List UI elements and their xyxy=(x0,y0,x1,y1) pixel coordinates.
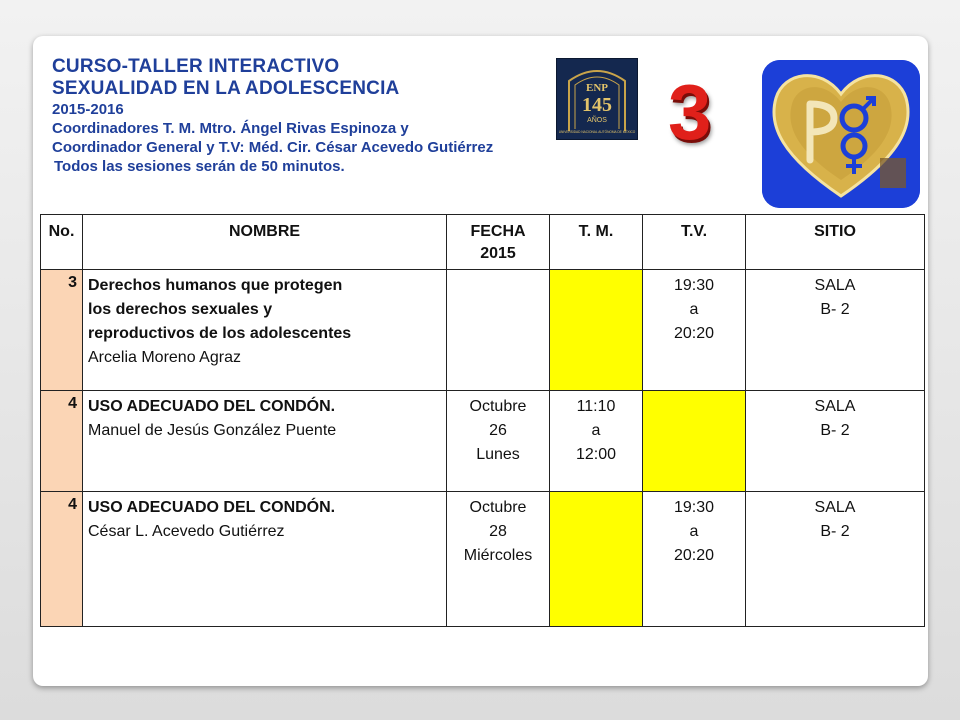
heart-sexuality-emblem-icon xyxy=(762,60,920,208)
header-tv: T.V. xyxy=(643,215,746,270)
session-title-line: reproductivos de los adolescentes xyxy=(88,325,352,342)
enp-caption: UNIVERSIDAD NACIONAL AUTÓNOMA DE MÉXICO xyxy=(558,130,636,134)
tm-end: 12:00 xyxy=(575,446,617,463)
table-header-row xyxy=(41,215,925,270)
sitio-room: SALA xyxy=(814,499,856,516)
tv-start: 19:30 xyxy=(673,499,715,516)
tm-start: 11:10 xyxy=(576,398,616,415)
fecha-weekday: Miércoles xyxy=(463,547,533,564)
enp-145-logo xyxy=(556,58,638,140)
course-subtitle: SEXUALIDAD EN LA ADOLESCENCIA xyxy=(52,78,400,99)
row-number: 3 xyxy=(41,270,83,391)
session-schedule-table xyxy=(40,214,925,627)
sitio-cell xyxy=(746,270,925,391)
row-number: 4 xyxy=(41,391,83,492)
general-coordinator-line: Coordinador General y T.V: Méd. Cir. César Acevedo Gutiérrez xyxy=(52,139,494,156)
tv-sep: a xyxy=(689,301,699,318)
sitio-code: B- 2 xyxy=(820,523,850,540)
enp-years-number: 145 xyxy=(582,94,612,116)
session-title-line: Derechos humanos que protegen xyxy=(88,277,343,294)
tm-sep: a xyxy=(591,422,601,439)
sitio-code: B- 2 xyxy=(820,301,850,318)
coordinators-line: Coordinadores T. M. Mtro. Ángel Rivas Espinoza y xyxy=(52,120,409,137)
session-name-cell xyxy=(83,270,447,391)
sitio-cell xyxy=(746,391,925,492)
tv-end: 20:20 xyxy=(673,325,715,342)
tm-cell xyxy=(550,391,643,492)
header-sitio: SITIO xyxy=(746,215,925,270)
tv-sep: a xyxy=(689,523,699,540)
presenter-name: César L. Acevedo Gutiérrez xyxy=(88,523,285,540)
header-fecha-year: 2015 xyxy=(480,245,516,262)
sitio-code: B- 2 xyxy=(820,422,850,439)
tm-cell-empty xyxy=(550,270,643,391)
session-title-line: USO ADECUADO DEL CONDÓN. xyxy=(88,398,336,415)
tv-start: 19:30 xyxy=(673,277,715,294)
header-no: No. xyxy=(41,215,83,270)
enp-years-label: AÑOS xyxy=(587,117,607,124)
course-title: CURSO-TALLER INTERACTIVO xyxy=(52,56,340,77)
fecha-month: Octubre xyxy=(469,499,527,516)
fecha-weekday: Lunes xyxy=(476,446,520,463)
table-row xyxy=(41,391,925,492)
sitio-room: SALA xyxy=(814,398,856,415)
session-name-cell xyxy=(83,391,447,492)
row-number: 4 xyxy=(41,492,83,627)
header-name: NOMBRE xyxy=(83,215,447,270)
sitio-cell xyxy=(746,492,925,627)
tv-end: 20:20 xyxy=(673,547,715,564)
session-title-line: los derechos sexuales y xyxy=(88,301,273,318)
tm-cell-empty xyxy=(550,492,643,627)
fecha-cell xyxy=(447,391,550,492)
fecha-cell xyxy=(447,492,550,627)
fecha-day: 26 xyxy=(489,422,507,439)
presenter-name: Manuel de Jesús González Puente xyxy=(88,422,337,439)
fecha-cell xyxy=(447,270,550,391)
session-title-line: USO ADECUADO DEL CONDÓN. xyxy=(88,499,336,516)
session-number-badge: 3 xyxy=(668,68,712,156)
enp-text: ENP xyxy=(586,82,608,94)
tv-cell-empty xyxy=(643,391,746,492)
presenter-name: Arcelia Moreno Agraz xyxy=(88,349,241,366)
course-period: 2015-2016 xyxy=(52,101,124,118)
sitio-room: SALA xyxy=(814,277,856,294)
header-fecha xyxy=(447,215,550,270)
fecha-month: Octubre xyxy=(469,398,527,415)
session-duration-note: Todos las sesiones serán de 50 minutos. xyxy=(54,158,345,175)
session-name-cell xyxy=(83,492,447,627)
tv-cell xyxy=(643,492,746,627)
table-row xyxy=(41,270,925,391)
table-row xyxy=(41,492,925,627)
fecha-day: 28 xyxy=(489,523,507,540)
tv-cell xyxy=(643,270,746,391)
course-header xyxy=(52,56,493,176)
header-fecha-label: FECHA xyxy=(470,223,526,240)
header-tm: T. M. xyxy=(550,215,643,270)
